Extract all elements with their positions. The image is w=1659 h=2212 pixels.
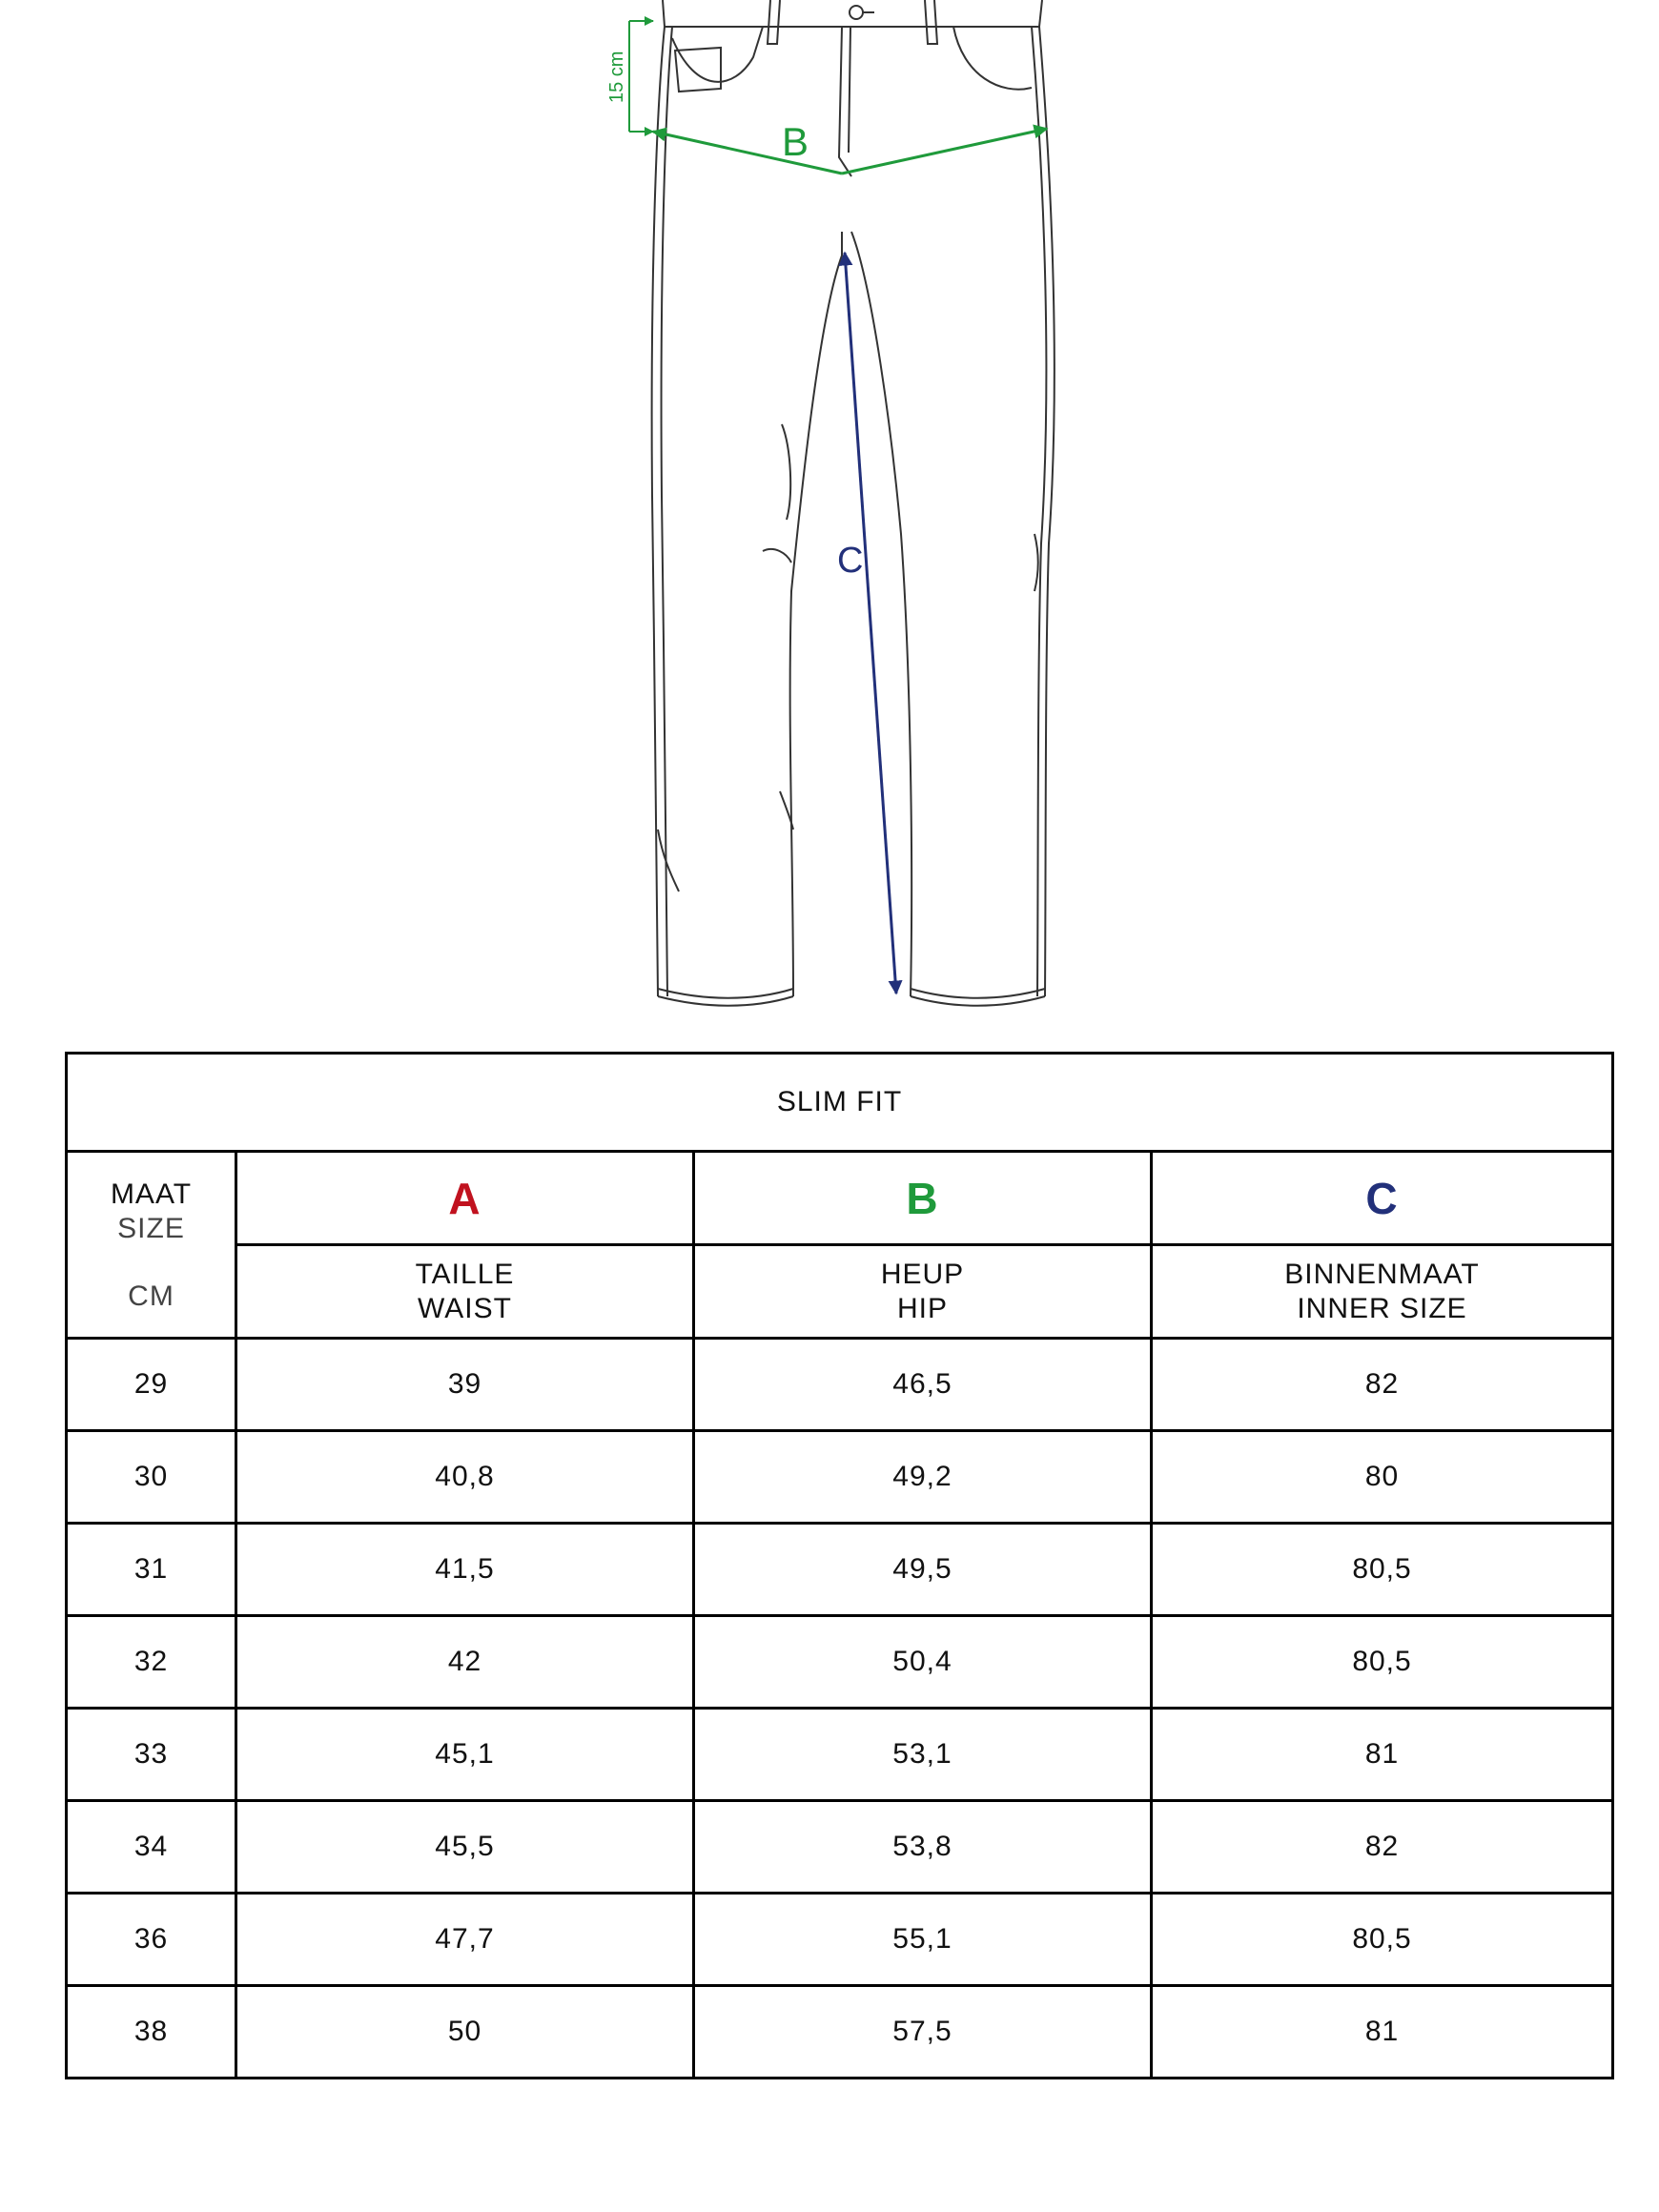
cell-inner-size: 80,5 [1152, 1616, 1613, 1709]
cell-inner-size: 81 [1152, 1709, 1613, 1801]
table-row [67, 1339, 1613, 1431]
label-heup: HEUP [880, 1258, 965, 1290]
cell-hip: 53,1 [694, 1709, 1152, 1801]
column-letter-a [236, 1152, 694, 1245]
table-row [67, 1431, 1613, 1524]
table-row [67, 1894, 1613, 1986]
letter-a: A [448, 1173, 481, 1223]
dimension-15cm [606, 21, 653, 132]
letter-row [67, 1152, 1613, 1245]
column-letter-b [694, 1152, 1152, 1245]
column-label-hip [694, 1245, 1152, 1339]
cell-hip: 57,5 [694, 1986, 1152, 2079]
cell-inner-size: 80 [1152, 1431, 1613, 1524]
size-header-line1: MAAT [110, 1178, 193, 1210]
table-row [67, 1986, 1613, 2079]
size-header-unit: CM [128, 1280, 174, 1312]
cell-size: 34 [67, 1801, 236, 1894]
cell-hip: 53,8 [694, 1801, 1152, 1894]
cell-size: 33 [67, 1709, 236, 1801]
cell-size: 38 [67, 1986, 236, 2079]
table-row [67, 1801, 1613, 1894]
cell-waist: 45,5 [236, 1801, 694, 1894]
label-row [67, 1245, 1613, 1339]
cell-hip: 55,1 [694, 1894, 1152, 1986]
cell-waist: 45,1 [236, 1709, 694, 1801]
cell-waist: 41,5 [236, 1524, 694, 1616]
letter-c: C [1365, 1173, 1399, 1223]
label-hip: HIP [896, 1292, 948, 1324]
cell-inner-size: 82 [1152, 1339, 1613, 1431]
table-row [67, 1709, 1613, 1801]
table-row [67, 1524, 1613, 1616]
cell-inner-size: 82 [1152, 1801, 1613, 1894]
letter-b: B [906, 1173, 939, 1223]
cell-inner-size: 80,5 [1152, 1894, 1613, 1986]
table-title: SLIM FIT [67, 1054, 1613, 1152]
pants-outline [652, 0, 1055, 1006]
column-label-inner-size [1152, 1245, 1613, 1339]
inseam-label-c: C [837, 541, 864, 581]
table-title-row [67, 1054, 1613, 1152]
size-table [65, 1052, 1614, 2079]
hip-measurement-b [653, 119, 1047, 174]
cell-hip: 50,4 [694, 1616, 1152, 1709]
cell-waist: 40,8 [236, 1431, 694, 1524]
pants-diagram [0, 0, 1659, 1030]
cell-hip: 49,5 [694, 1524, 1152, 1616]
cell-size: 30 [67, 1431, 236, 1524]
table-row [67, 1616, 1613, 1709]
cell-size: 36 [67, 1894, 236, 1986]
cell-waist: 39 [236, 1339, 694, 1431]
cell-inner-size: 80,5 [1152, 1524, 1613, 1616]
cell-waist: 50 [236, 1986, 694, 2079]
size-header-cell [67, 1152, 236, 1339]
cell-size: 32 [67, 1616, 236, 1709]
label-taille: TAILLE [415, 1258, 515, 1290]
size-header-line2: SIZE [117, 1212, 185, 1244]
dimension-15cm-label: 15 cm [606, 51, 627, 103]
cell-size: 29 [67, 1339, 236, 1431]
cell-waist: 47,7 [236, 1894, 694, 1986]
cell-inner-size: 81 [1152, 1986, 1613, 2079]
column-label-waist [236, 1245, 694, 1339]
label-inner-size: INNER SIZE [1297, 1292, 1467, 1324]
label-waist: WAIST [418, 1292, 512, 1324]
inseam-measurement-c [837, 253, 896, 993]
cell-size: 31 [67, 1524, 236, 1616]
column-letter-c [1152, 1152, 1613, 1245]
cell-hip: 49,2 [694, 1431, 1152, 1524]
cell-hip: 46,5 [694, 1339, 1152, 1431]
hip-label-b: B [782, 119, 809, 164]
cell-waist: 42 [236, 1616, 694, 1709]
label-binnenmaat: BINNENMAAT [1284, 1258, 1480, 1290]
